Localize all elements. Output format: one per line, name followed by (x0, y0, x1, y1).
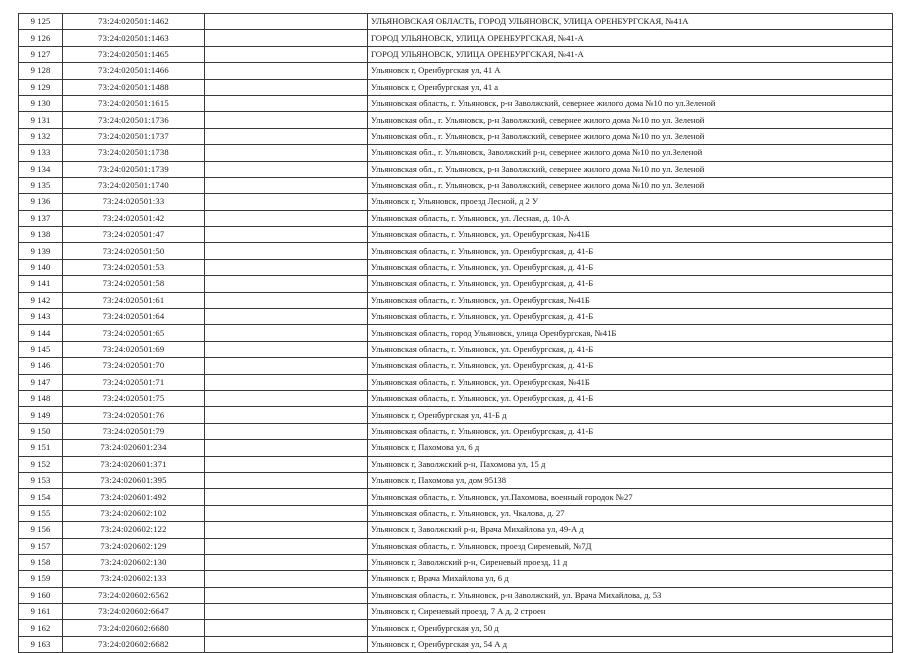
empty-cell (205, 423, 368, 439)
address-cell: Ульяновск г, Пахомова ул, 6 д (368, 440, 893, 456)
empty-cell (205, 112, 368, 128)
row-number-cell: 9 156 (19, 522, 63, 538)
row-number-cell: 9 135 (19, 177, 63, 193)
empty-cell (205, 128, 368, 144)
table-row (19, 292, 893, 308)
empty-cell (205, 538, 368, 554)
registry-table-body (19, 14, 893, 653)
address-cell: Ульяновская область, г. Ульяновск, ул. Оренбургская, д. 41-Б (368, 243, 893, 259)
empty-cell (205, 194, 368, 210)
table-row (19, 46, 893, 62)
address-cell: Ульяновская область, г. Ульяновск, ул. Оренбургская, №41Б (368, 292, 893, 308)
table-row (19, 14, 893, 30)
cadastral-code-cell: 73:24:020501:1488 (63, 79, 205, 95)
table-row (19, 341, 893, 357)
address-cell: Ульяновская область, г. Ульяновск, ул. Оренбургская, д. 41-Б (368, 341, 893, 357)
empty-cell (205, 259, 368, 275)
row-number-cell: 9 157 (19, 538, 63, 554)
row-number-cell: 9 149 (19, 407, 63, 423)
table-row (19, 227, 893, 243)
row-number-cell: 9 158 (19, 554, 63, 570)
row-number-cell: 9 134 (19, 161, 63, 177)
row-number-cell: 9 152 (19, 456, 63, 472)
cadastral-code-cell: 73:24:020501:76 (63, 407, 205, 423)
empty-cell (205, 505, 368, 521)
row-number-cell: 9 148 (19, 390, 63, 406)
address-cell: Ульяновск г, Ульяновск, проезд Лесной, д 2 У (368, 194, 893, 210)
cadastral-code-cell: 73:24:020501:50 (63, 243, 205, 259)
address-cell: Ульяновская обл., г. Ульяновск, Заволжский р-н, севернее жилого дома №10 по ул.Зеленой (368, 145, 893, 161)
row-number-cell: 9 128 (19, 63, 63, 79)
row-number-cell: 9 131 (19, 112, 63, 128)
cadastral-code-cell: 73:24:020501:1462 (63, 14, 205, 30)
address-cell: Ульяновск г, Оренбургская ул, 41 А (368, 63, 893, 79)
address-cell: Ульяновская обл., г. Ульяновск, р-н Заволжский, севернее жилого дома №10 по ул. Зеленой (368, 112, 893, 128)
table-row (19, 407, 893, 423)
empty-cell (205, 407, 368, 423)
empty-cell (205, 161, 368, 177)
address-cell: Ульяновск г, Пахомова ул, дом 95138 (368, 472, 893, 488)
cadastral-code-cell: 73:24:020602:6682 (63, 636, 205, 652)
row-number-cell: 9 126 (19, 30, 63, 46)
row-number-cell: 9 125 (19, 14, 63, 30)
table-row (19, 95, 893, 111)
address-cell: Ульяновская область, г. Ульяновск, ул. Оренбургская, д. 41-Б (368, 276, 893, 292)
address-cell: УЛЬЯНОВСКАЯ ОБЛАСТЬ, ГОРОД УЛЬЯНОВСК, УЛИЦА ОРЕНБУРГСКАЯ, №41А (368, 14, 893, 30)
row-number-cell: 9 163 (19, 636, 63, 652)
table-row (19, 620, 893, 636)
empty-cell (205, 472, 368, 488)
table-row (19, 128, 893, 144)
empty-cell (205, 177, 368, 193)
address-cell: Ульяновская обл., г. Ульяновск, р-н Заволжский, севернее жилого дома №10 по ул. Зеленой (368, 128, 893, 144)
table-row (19, 194, 893, 210)
empty-cell (205, 210, 368, 226)
cadastral-code-cell: 73:24:020501:1740 (63, 177, 205, 193)
table-row (19, 276, 893, 292)
row-number-cell: 9 159 (19, 571, 63, 587)
row-number-cell: 9 150 (19, 423, 63, 439)
address-cell: Ульяновская обл., г. Ульяновск, р-н Заволжский, севернее жилого дома №10 по ул. Зеленой (368, 177, 893, 193)
cadastral-code-cell: 73:24:020501:1736 (63, 112, 205, 128)
address-cell: Ульяновская область, г. Ульяновск, ул. Оренбургская, д. 41-Б (368, 358, 893, 374)
cadastral-code-cell: 73:24:020501:75 (63, 390, 205, 406)
row-number-cell: 9 154 (19, 489, 63, 505)
address-cell: Ульяновская обл., г. Ульяновск, р-н Заволжский, севернее жилого дома №10 по ул. Зеленой (368, 161, 893, 177)
address-cell: Ульяновская область, г. Ульяновск, ул. Оренбургская, №41Б (368, 227, 893, 243)
address-cell: ГОРОД УЛЬЯНОВСК, УЛИЦА ОРЕНБУРГСКАЯ, №41-А (368, 46, 893, 62)
address-cell: Ульяновск г, Заволжский р-н, Пахомова ул, 15 д (368, 456, 893, 472)
row-number-cell: 9 144 (19, 325, 63, 341)
empty-cell (205, 292, 368, 308)
row-number-cell: 9 140 (19, 259, 63, 275)
empty-cell (205, 79, 368, 95)
table-row (19, 571, 893, 587)
row-number-cell: 9 139 (19, 243, 63, 259)
table-row (19, 390, 893, 406)
table-row (19, 522, 893, 538)
empty-cell (205, 571, 368, 587)
address-cell: Ульяновская область, г. Ульяновск, ул.Пахомова, военный городок №27 (368, 489, 893, 505)
table-row (19, 440, 893, 456)
cadastral-code-cell: 73:24:020501:69 (63, 341, 205, 357)
address-cell: Ульяновск г, Сиреневый проезд, 7 А д, 2 строен (368, 604, 893, 620)
table-row (19, 243, 893, 259)
table-row (19, 587, 893, 603)
cadastral-code-cell: 73:24:020601:492 (63, 489, 205, 505)
cadastral-code-cell: 73:24:020501:1738 (63, 145, 205, 161)
table-row (19, 554, 893, 570)
cadastral-code-cell: 73:24:020602:6562 (63, 587, 205, 603)
address-cell: Ульяновск г, Заволжский р-н, Сиреневый проезд, 11 д (368, 554, 893, 570)
empty-cell (205, 489, 368, 505)
address-cell: Ульяновская область, г. Ульяновск, р-н Заволжский, ул. Врача Михайлова, д. 53 (368, 587, 893, 603)
table-row (19, 309, 893, 325)
empty-cell (205, 604, 368, 620)
empty-cell (205, 95, 368, 111)
table-row (19, 505, 893, 521)
empty-cell (205, 620, 368, 636)
cadastral-code-cell: 73:24:020501:79 (63, 423, 205, 439)
empty-cell (205, 440, 368, 456)
address-cell: Ульяновская область, г. Ульяновск, проезд Сиреневый, №7Д (368, 538, 893, 554)
row-number-cell: 9 143 (19, 309, 63, 325)
table-row (19, 374, 893, 390)
empty-cell (205, 243, 368, 259)
table-row (19, 161, 893, 177)
empty-cell (205, 227, 368, 243)
cadastral-code-cell: 73:24:020501:70 (63, 358, 205, 374)
address-cell: Ульяновск г, Оренбургская ул, 50 д (368, 620, 893, 636)
empty-cell (205, 309, 368, 325)
row-number-cell: 9 153 (19, 472, 63, 488)
table-row (19, 325, 893, 341)
table-row (19, 489, 893, 505)
table-row (19, 358, 893, 374)
empty-cell (205, 358, 368, 374)
row-number-cell: 9 141 (19, 276, 63, 292)
row-number-cell: 9 127 (19, 46, 63, 62)
empty-cell (205, 587, 368, 603)
table-row (19, 79, 893, 95)
row-number-cell: 9 151 (19, 440, 63, 456)
cadastral-code-cell: 73:24:020602:122 (63, 522, 205, 538)
address-cell: Ульяновская область, город Ульяновск, улица Оренбургская, №41Б (368, 325, 893, 341)
cadastral-code-cell: 73:24:020501:33 (63, 194, 205, 210)
table-row (19, 112, 893, 128)
empty-cell (205, 636, 368, 652)
address-cell: Ульяновская область, г. Ульяновск, ул. Оренбургская, д. 41-Б (368, 259, 893, 275)
empty-cell (205, 145, 368, 161)
cadastral-code-cell: 73:24:020501:64 (63, 309, 205, 325)
row-number-cell: 9 133 (19, 145, 63, 161)
cadastral-code-cell: 73:24:020601:371 (63, 456, 205, 472)
row-number-cell: 9 130 (19, 95, 63, 111)
row-number-cell: 9 155 (19, 505, 63, 521)
cadastral-code-cell: 73:24:020501:65 (63, 325, 205, 341)
cadastral-code-cell: 73:24:020602:102 (63, 505, 205, 521)
table-row (19, 145, 893, 161)
table-row (19, 604, 893, 620)
address-cell: Ульяновск г, Врача Михайлова ул, 6 д (368, 571, 893, 587)
cadastral-code-cell: 73:24:020501:1737 (63, 128, 205, 144)
cadastral-code-cell: 73:24:020501:47 (63, 227, 205, 243)
empty-cell (205, 374, 368, 390)
table-row (19, 538, 893, 554)
cadastral-code-cell: 73:24:020602:6680 (63, 620, 205, 636)
cadastral-code-cell: 73:24:020602:130 (63, 554, 205, 570)
table-row (19, 456, 893, 472)
cadastral-code-cell: 73:24:020501:61 (63, 292, 205, 308)
empty-cell (205, 456, 368, 472)
empty-cell (205, 341, 368, 357)
table-row (19, 210, 893, 226)
row-number-cell: 9 145 (19, 341, 63, 357)
cadastral-code-cell: 73:24:020501:42 (63, 210, 205, 226)
empty-cell (205, 276, 368, 292)
row-number-cell: 9 136 (19, 194, 63, 210)
row-number-cell: 9 146 (19, 358, 63, 374)
address-cell: Ульяновск г, Оренбургская ул, 54 А д (368, 636, 893, 652)
address-cell: Ульяновск г, Оренбургская ул, 41-Б д (368, 407, 893, 423)
cadastral-code-cell: 73:24:020501:1739 (63, 161, 205, 177)
address-cell: Ульяновск г, Оренбургская ул, 41 а (368, 79, 893, 95)
table-row (19, 472, 893, 488)
table-row (19, 636, 893, 652)
cadastral-code-cell: 73:24:020602:133 (63, 571, 205, 587)
table-row (19, 423, 893, 439)
row-number-cell: 9 129 (19, 79, 63, 95)
cadastral-code-cell: 73:24:020501:1466 (63, 63, 205, 79)
cadastral-code-cell: 73:24:020602:6647 (63, 604, 205, 620)
cadastral-code-cell: 73:24:020501:58 (63, 276, 205, 292)
empty-cell (205, 522, 368, 538)
table-row (19, 30, 893, 46)
address-cell: Ульяновск г, Заволжский р-н, Врача Михайлова ул, 49-А д (368, 522, 893, 538)
address-cell: Ульяновская область, г. Ульяновск, ул. Оренбургская, д. 41-Б (368, 390, 893, 406)
registry-table (18, 13, 893, 653)
cadastral-code-cell: 73:24:020501:1463 (63, 30, 205, 46)
cadastral-code-cell: 73:24:020501:71 (63, 374, 205, 390)
row-number-cell: 9 147 (19, 374, 63, 390)
empty-cell (205, 63, 368, 79)
row-number-cell: 9 138 (19, 227, 63, 243)
table-row (19, 177, 893, 193)
table-row (19, 259, 893, 275)
cadastral-code-cell: 73:24:020501:53 (63, 259, 205, 275)
document-sheet (18, 13, 892, 653)
cadastral-code-cell: 73:24:020602:129 (63, 538, 205, 554)
empty-cell (205, 46, 368, 62)
empty-cell (205, 325, 368, 341)
address-cell: Ульяновская область, г. Ульяновск, ул. Чкалова, д. 27 (368, 505, 893, 521)
empty-cell (205, 554, 368, 570)
address-cell: Ульяновская область, г. Ульяновск, ул. Оренбургская, д. 41-Б (368, 309, 893, 325)
row-number-cell: 9 142 (19, 292, 63, 308)
row-number-cell: 9 137 (19, 210, 63, 226)
row-number-cell: 9 161 (19, 604, 63, 620)
row-number-cell: 9 162 (19, 620, 63, 636)
address-cell: Ульяновская область, г. Ульяновск, ул. Лесная, д. 10-А (368, 210, 893, 226)
row-number-cell: 9 132 (19, 128, 63, 144)
cadastral-code-cell: 73:24:020501:1615 (63, 95, 205, 111)
address-cell: Ульяновская область, г. Ульяновск, р-н Заволжский, севернее жилого дома №10 по ул.Зеленой (368, 95, 893, 111)
cadastral-code-cell: 73:24:020601:234 (63, 440, 205, 456)
address-cell: Ульяновская область, г. Ульяновск, ул. Оренбургская, №41Б (368, 374, 893, 390)
table-row (19, 63, 893, 79)
address-cell: Ульяновская область, г. Ульяновск, ул. Оренбургская, д. 41-Б (368, 423, 893, 439)
empty-cell (205, 14, 368, 30)
address-cell: ГОРОД УЛЬЯНОВСК, УЛИЦА ОРЕНБУРГСКАЯ, №41-А (368, 30, 893, 46)
empty-cell (205, 30, 368, 46)
cadastral-code-cell: 73:24:020601:395 (63, 472, 205, 488)
cadastral-code-cell: 73:24:020501:1465 (63, 46, 205, 62)
empty-cell (205, 390, 368, 406)
row-number-cell: 9 160 (19, 587, 63, 603)
